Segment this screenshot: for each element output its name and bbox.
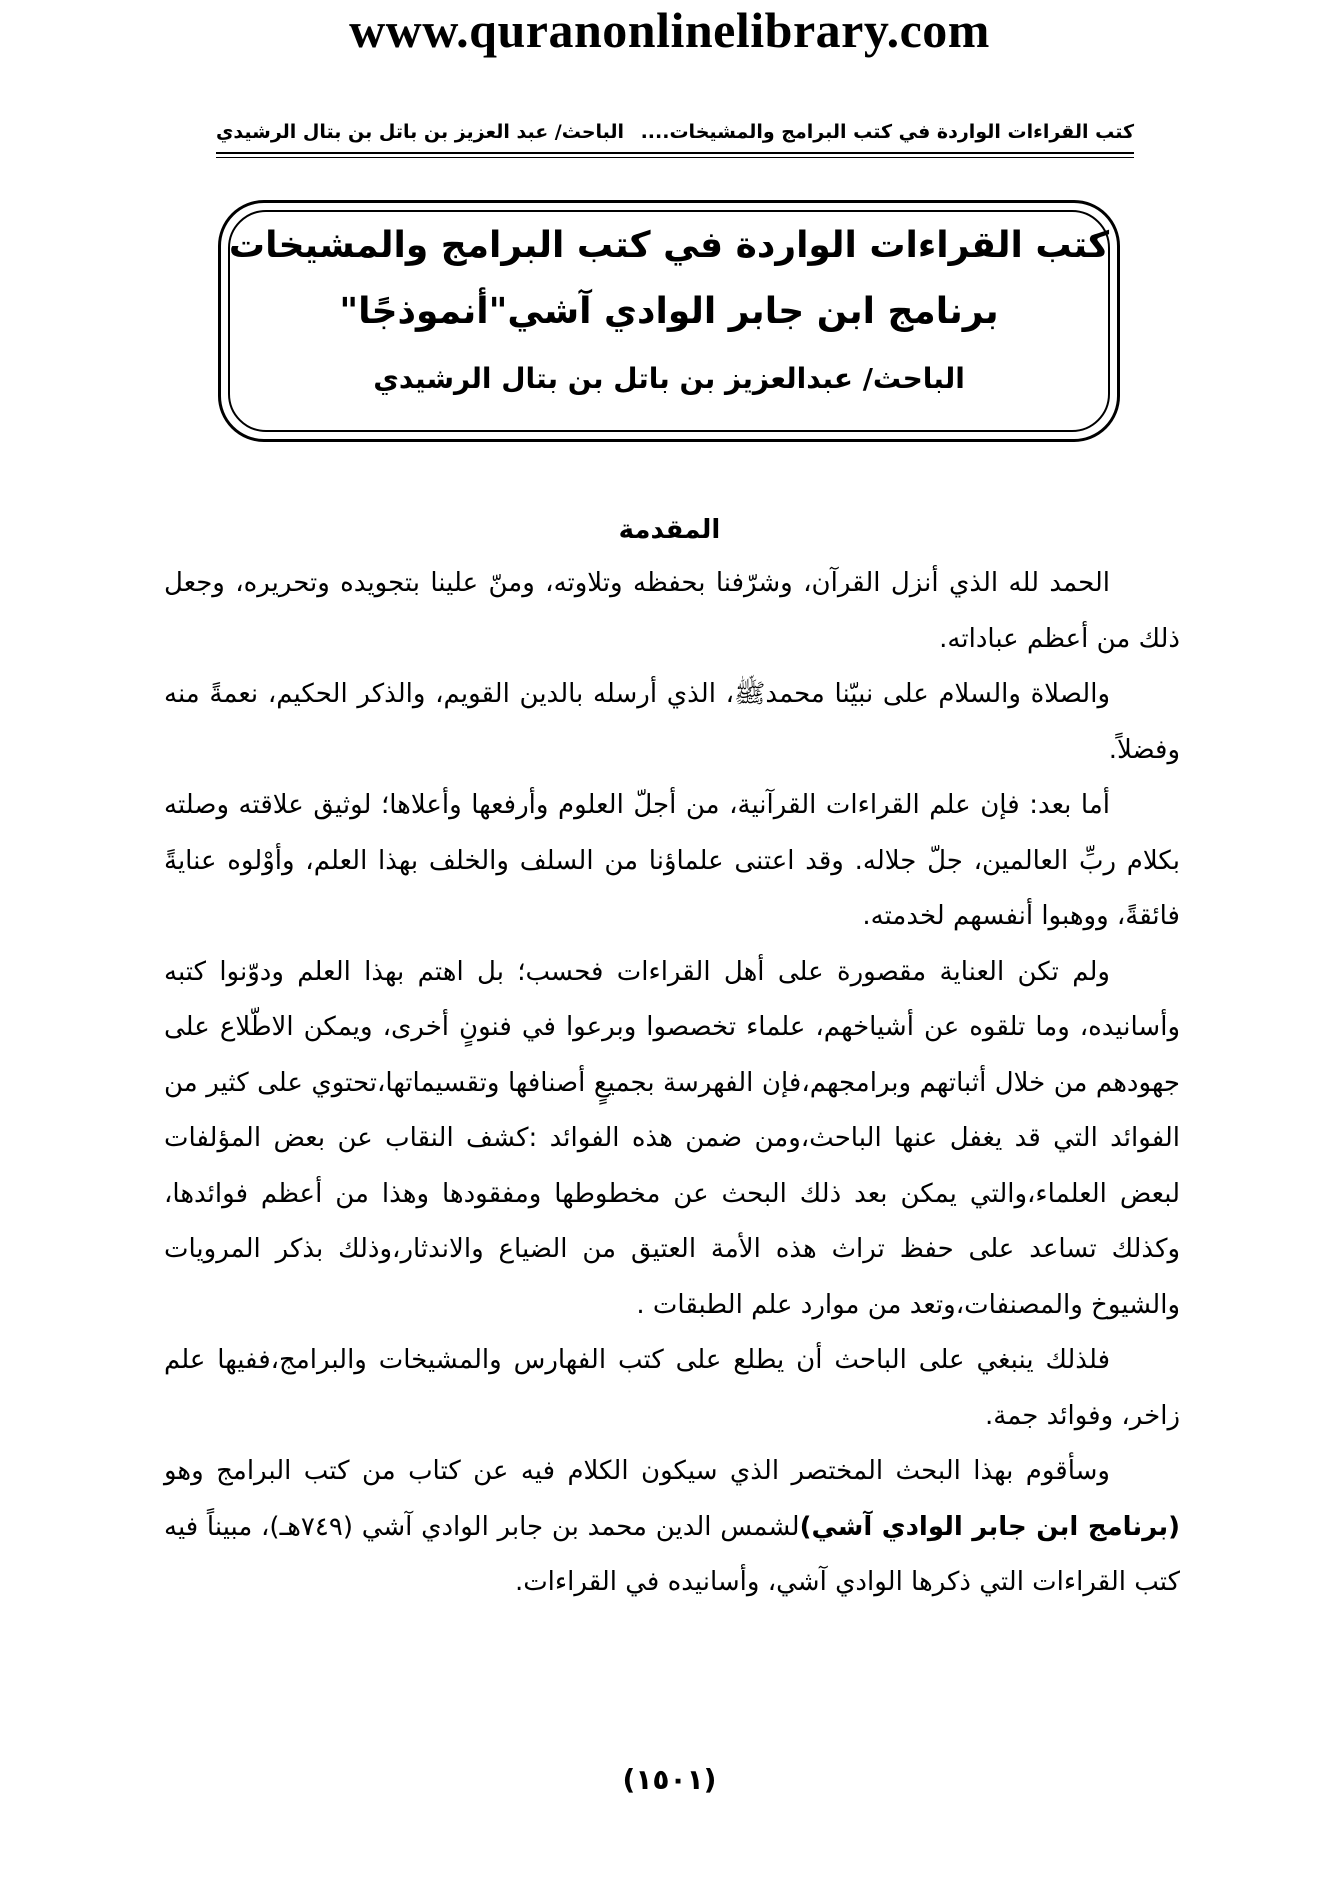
document-title: كتب القراءات الواردة في كتب البرامج والمشيخات [228,225,1110,266]
paragraph-6-rest: لشمس الدين محمد بن جابر الوادي آشي (٧٤٩هـ)، مبيناً فيه كتب القراءات التي ذكرها الوادي آشي، وأسانيده في القراءات. [164,1511,1180,1597]
title-block [228,210,1110,432]
running-header [216,114,1134,154]
paragraph-1: الحمد لله الذي أنزل القرآن، وشرّفنا بحفظه وتلاوته، ومنّ علينا بتجويده وتحريره، وجعل ذلك من أعظم عباداته. [164,568,1180,654]
paragraph-3: أما بعد: فإن علم القراءات القرآنية، من أجلّ العلوم وأرفعها وأعلاها؛ لوثيق علاقته وصلته بكلام ربِّ العالمين، جلّ جلاله. وقد اعتنى علماؤنا من السلف والخلف بهذا العلم، وأوْلوه عنايةً فائقةً، ووهبوا أنفسهم لخدمته. [164,790,1180,931]
paragraph-5: فلذلك ينبغي على الباحث أن يطلع على كتب الفهارس والمشيخات والبرامج،ففيها علم زاخر، وفوائد جمة. [164,1345,1180,1431]
paragraph-6 [164,1444,1180,1611]
site-url[interactable]: www.quranonlinelibrary.com [349,2,990,58]
page-number: (١٥٠١) [622,1763,717,1796]
running-header-researcher: الباحث/ عبد العزيز بن باتل بن بتال الرشيدي [216,121,625,143]
paragraph-2: والصلاة والسلام على نبيّنا محمدﷺ، الذي أرسله بالدين القويم، والذكر الحكيم، نعمةً منه وفضلاً. [164,679,1180,765]
paragraph-6-intro: وسأقوم بهذا البحث المختصر الذي سيكون الكلام فيه عن كتاب من كتب البرامج وهو [164,1456,1110,1486]
body-text [164,556,1180,1611]
document-subtitle: برنامج ابن جابر الوادي آشي"أنموذجًا" [339,291,999,332]
paragraph-6-book-name: (برنامج ابن جابر الوادي آشي) [799,1511,1181,1542]
running-header-book-title: كتب القراءات الواردة في كتب البرامج والمشيخات.... [640,121,1134,143]
section-heading: المقدمة [618,515,721,545]
paragraph-4: ولم تكن العناية مقصورة على أهل القراءات فحسب؛ بل اهتم بهذا العلم ودوّنوا كتبه وأسانيده، وما تلقوه عن أشياخهم، علماء تخصصوا وبرعوا في فنونٍ أخرى، ويمكن الاطّلاع على جهودهم من خلال أثباتهم وبرامجهم،فإن الفهرسة بجميعٍ أصنافها وتقسيماتها،تحتوي على كثير من الفوائد التي قد يغفل عنها الباحث،ومن ضمن هذه الفوائد :كشف النقاب عن بعض المؤلفات لبعض العلماء،والتي يمكن بعد ذلك البحث عن مخطوطها ومفقودها وهذا من أعظم فوائدها، وكذلك تساعد على حفظ تراث هذه الأمة العتيق من الضياع والاندثار،وذلك بذكر المرويات والشيوخ والمصنفات،وتعد من موارد علم الطبقات . [164,956,1180,1320]
document-author: الباحث/ عبدالعزيز بن باتل بن بتال الرشيدي [373,362,965,395]
